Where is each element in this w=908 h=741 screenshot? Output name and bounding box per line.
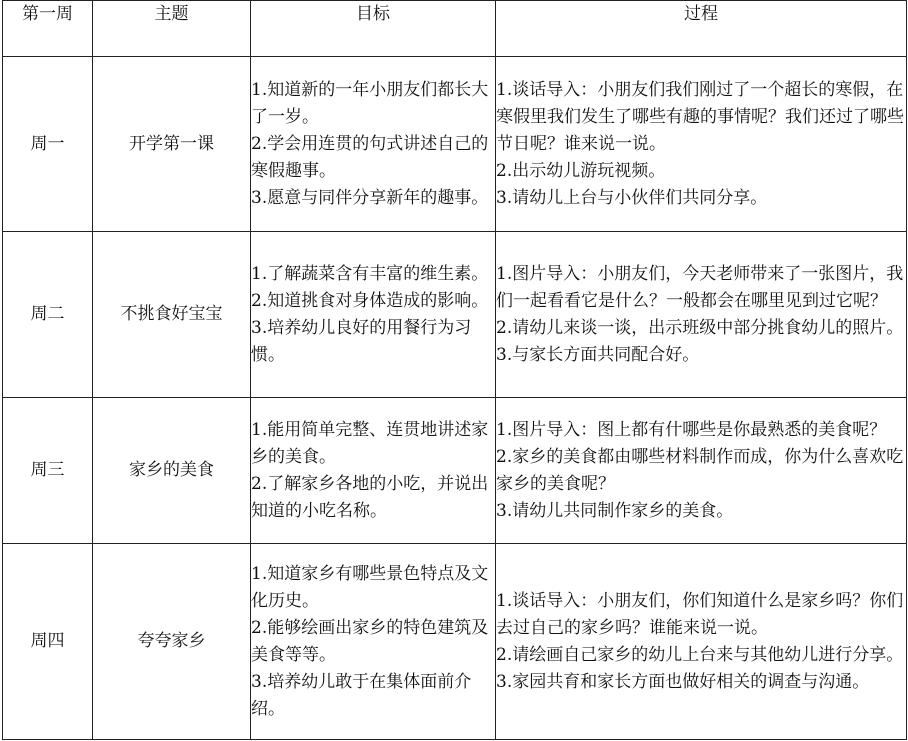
goal-item: 2.学会用连贯的句式讲述自己的寒假趣事。: [251, 133, 489, 181]
goal-item: 2.能够绘画出家乡的特色建筑及美食等等。: [251, 617, 489, 665]
process-cell: [496, 232, 907, 398]
process-step: 3.请幼儿共同制作家乡的美食。: [496, 500, 734, 521]
table-row-monday: [3, 57, 907, 232]
header-goals: 目标: [251, 1, 496, 57]
header-week: 第一周: [3, 1, 93, 57]
process-step: 2.出示幼儿游玩视频。: [496, 160, 666, 181]
table-row-tuesday: [3, 232, 907, 398]
process-step: 1.图片导入：图上都有什哪些是你最熟悉的美食呢？: [496, 419, 887, 440]
process-step: 1.谈话导入：小朋友们我们刚过了一个超长的寒假，在寒假里我们发生了哪些有趣的事情呢？我们还过了哪些节日呢？谁来说一说。: [496, 79, 904, 154]
process-step: 2.家乡的美食都由哪些材料制作而成，你为什么喜欢吃家乡的美食呢？: [496, 446, 904, 494]
theme-cell: 家乡的美食: [93, 398, 251, 544]
process-cell: [496, 398, 907, 544]
goal-item: 2.知道挑食对身体造成的影响。: [251, 290, 489, 311]
goals-cell: [251, 232, 496, 398]
theme-cell: 开学第一课: [93, 57, 251, 232]
process-step: 3.请幼儿上台与小伙伴们共同分享。: [496, 187, 768, 208]
process-cell: [496, 544, 907, 740]
process-step: 1.谈话导入：小朋友们，你们知道什么是家乡吗？你们去过自己的家乡吗？谁能来说一说。: [496, 590, 904, 638]
process-cell: [496, 57, 907, 232]
day-cell: 周一: [3, 57, 93, 232]
day-cell: 周二: [3, 232, 93, 398]
goal-item: 1.了解蔬菜含有丰富的维生素。: [251, 263, 489, 284]
day-cell: 周三: [3, 398, 93, 544]
day-cell: 周四: [3, 544, 93, 740]
process-step: 2.请绘画自己家乡的幼儿上台来与其他幼儿进行分享。: [496, 644, 904, 665]
header-process: 过程: [496, 1, 907, 57]
table-row-wednesday: [3, 398, 907, 544]
process-step: 3.与家长方面共同配合好。: [496, 344, 700, 365]
theme-cell: 夸夸家乡: [93, 544, 251, 740]
header-row: [3, 1, 907, 57]
goals-cell: [251, 544, 496, 740]
goal-item: 3.培养幼儿敢于在集体面前介绍。: [251, 671, 472, 719]
goal-item: 3.愿意与同伴分享新年的趣事。: [251, 187, 489, 208]
process-step: 1.图片导入：小朋友们，今天老师带来了一张图片，我们一起看看它是什么？一般都会在哪里见到过它呢？: [496, 263, 904, 311]
goal-item: 2.了解家乡各地的小吃，并说出知道的小吃名称。: [251, 473, 489, 521]
goal-item: 1.能用简单完整、连贯地讲述家乡的美食。: [251, 419, 489, 467]
process-step: 3.家园共育和家长方面也做好相关的调查与沟通。: [496, 671, 870, 692]
table-row-thursday: [3, 544, 907, 740]
goal-item: 1.知道家乡有哪些景色特点及文化历史。: [251, 563, 489, 611]
goal-item: 1.知道新的一年小朋友们都长大了一岁。: [251, 79, 489, 127]
header-theme: 主题: [93, 1, 251, 57]
goal-item: 3.培养幼儿良好的用餐行为习惯。: [251, 317, 472, 365]
goals-cell: [251, 398, 496, 544]
theme-cell: 不挑食好宝宝: [93, 232, 251, 398]
goals-cell: [251, 57, 496, 232]
process-step: 2.请幼儿来谈一谈，出示班级中部分挑食幼儿的照片。: [496, 317, 904, 338]
lesson-plan-table: [2, 0, 907, 740]
